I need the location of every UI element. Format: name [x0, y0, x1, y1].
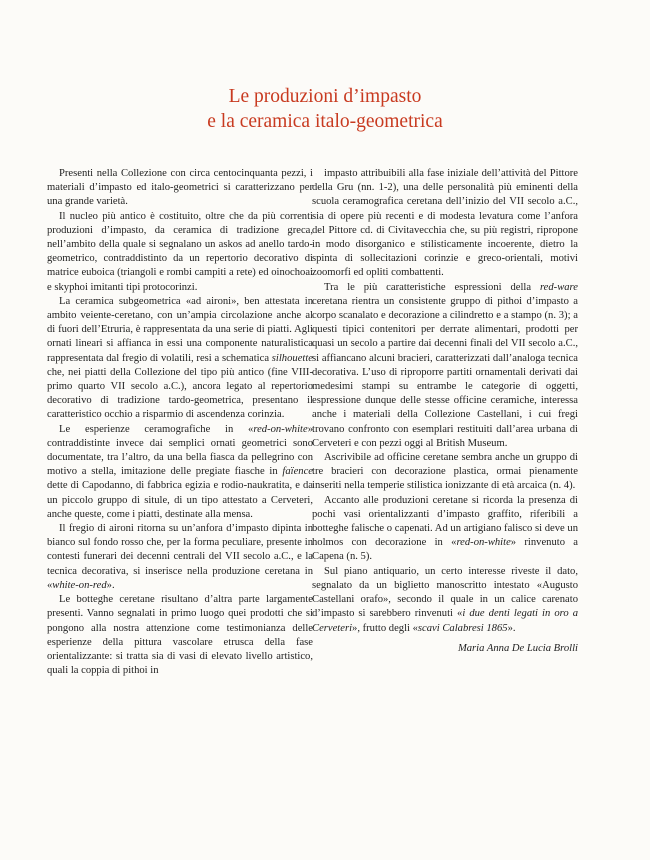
paragraph: Il nucleo più antico è costituito, oltre che da più correnti produzioni d’impasto, da ceramica di tradizione greca, nell’ambito della quale si segnalano un askos ad anello tardo-geometrico, contraddistinto da un repertorio decorativo di matrice euboica (triangoli e rombi campiti a rete) ed oinochoai e skyphoi imitanti tipi protocorinzi. [47, 210, 313, 293]
page-title [0, 84, 650, 134]
paragraph: Ascrivibile ad officine ceretane sembra anche un gruppo di tre bracieri con decorazione plastica, ormai pienamente inseriti nella temperie stilistica ionizzante di età arcaica (n. 4). [312, 452, 578, 492]
paragraph: Il fregio di aironi ritorna su un’anfora d’impasto dipinta in bianco sul fondo rosso che, per la forma peculiare, presente in contesti funerari dei decenni centrali del VII secolo a.C., e la tecnica decorativa, si inserisce nella produzione ceretana in «white-on-red». [47, 523, 313, 591]
paragraph: La ceramica subgeometrica «ad aironi», ben attestata in ambito veiente-ceretano, con un’ampia circolazione anche al di fuori dell’Etruria, è rappresentata da una serie di piatti. Agli ornati lineari si affianca in essi una componente naturalistica rappresentata dal fregio di volatili, resi a schematica silhouette che, nei piatti della Collezione del tipo più antico (fine VIII-primo quarto VII secolo a.C.), ancora legato al repertorio decorativo di tradizione tardo-geometrica, presentano il caratteristico occhio a risparmio di ascendenza corinzia. [47, 295, 313, 421]
left-column [47, 167, 313, 678]
paragraph: Le esperienze ceramografiche in «red-on-white» contraddistinte invece dai semplici ornati geometrici sono documentate, tra l’altro, da una bella fiasca da pellegrino con motivo a stella, imitazione delle pregiate fiasche in faïence dette di Capodanno, di fabbrica egizia e rodio-naukratita, e da un piccolo gruppo di situle, di un tipo attestato a Cerveteri, anche queste, come i piatti, destinate alla mensa. [47, 423, 313, 520]
paragraph: Tra le più caratteristiche espressioni della red-ware ceretana rientra un consistente gruppo di pithoi d’impasto a corpo scanalato e decorazione a cilindretto e a stampo (n. 3); a questi tipici contenitori per derrate alimentari, prodotti per quasi un secolo a partire dai decenni finali del VII secolo a.C., si affiancano alcuni bracieri, caratterizzati dall’analoga tecnica decorativa. L’uso di riproporre partiti ornamentali derivati dai medesimi stampi su entrambe le categorie di oggetti, espressione dunque delle stesse officine ceramiche, interessa anche i materiali della Collezione Castellani, i cui fregi trovano confronto con esemplari restituiti dall’area urbana di Cerveteri e con pezzi oggi al British Museum. [312, 281, 578, 449]
author-signature: Maria Anna De Lucia Brolli [457, 642, 578, 654]
paragraph: Accanto alle produzioni ceretane si ricorda la presenza di pochi vasi orientalizzanti d’impasto graffito, riferibili a botteghe falische o capenati. Ad un artigiano falisco si deve un holmos con decorazione in «red-on-white» rinvenuto a Capena (n. 5). [312, 494, 578, 563]
title-line-2: e la ceramica italo-geometrica [207, 111, 443, 132]
paragraph: Presenti nella Collezione con circa centocinquanta pezzi, i materiali d’impasto ed italo-geometrici si caratterizzano per una grande varietà. [47, 168, 313, 208]
paragraph: Le botteghe ceretane risultano d’altra parte largamente presenti. Vanno segnalati in primo luogo quei prodotti che si pongono alla nostra attenzione come testimonianza delle esperienze della pittura vascolare etrusca della fase orientalizzante: si tratta sia di vasi di elevato livello artistico, quali la coppia di pithoi in [47, 594, 313, 677]
right-column [312, 167, 578, 656]
paragraph: Sul piano antiquario, un certo interesse riveste il dato, segnalato da un biglietto manoscritto intestato «Augusto Castellani orafo», secondo il quale in un calice carenato d’impasto si sarebbero rinvenuti «i due denti legati in oro a Cerveteri», frutto degli «scavi Calabresi 1865». [312, 565, 578, 634]
paragraph: impasto attribuibili alla fase iniziale dell’attività del Pittore della Gru (nn. 1-2), una delle personalità più eminenti della scuola ceramografica ceretana dell’inizio del VII secolo a.C., sia di opere più recenti e di modesta levatura come l’anfora del Pittore cd. di Civitavecchia che, su più registri, ripropone in modo disorganico e stilisticamente incoerente, dietro la spinta di sollecitazioni corinzie e greco-orientali, motivi zoomorfi ed opliti combattenti. [312, 168, 578, 279]
title-line-1: Le produzioni d’impasto [228, 86, 422, 107]
